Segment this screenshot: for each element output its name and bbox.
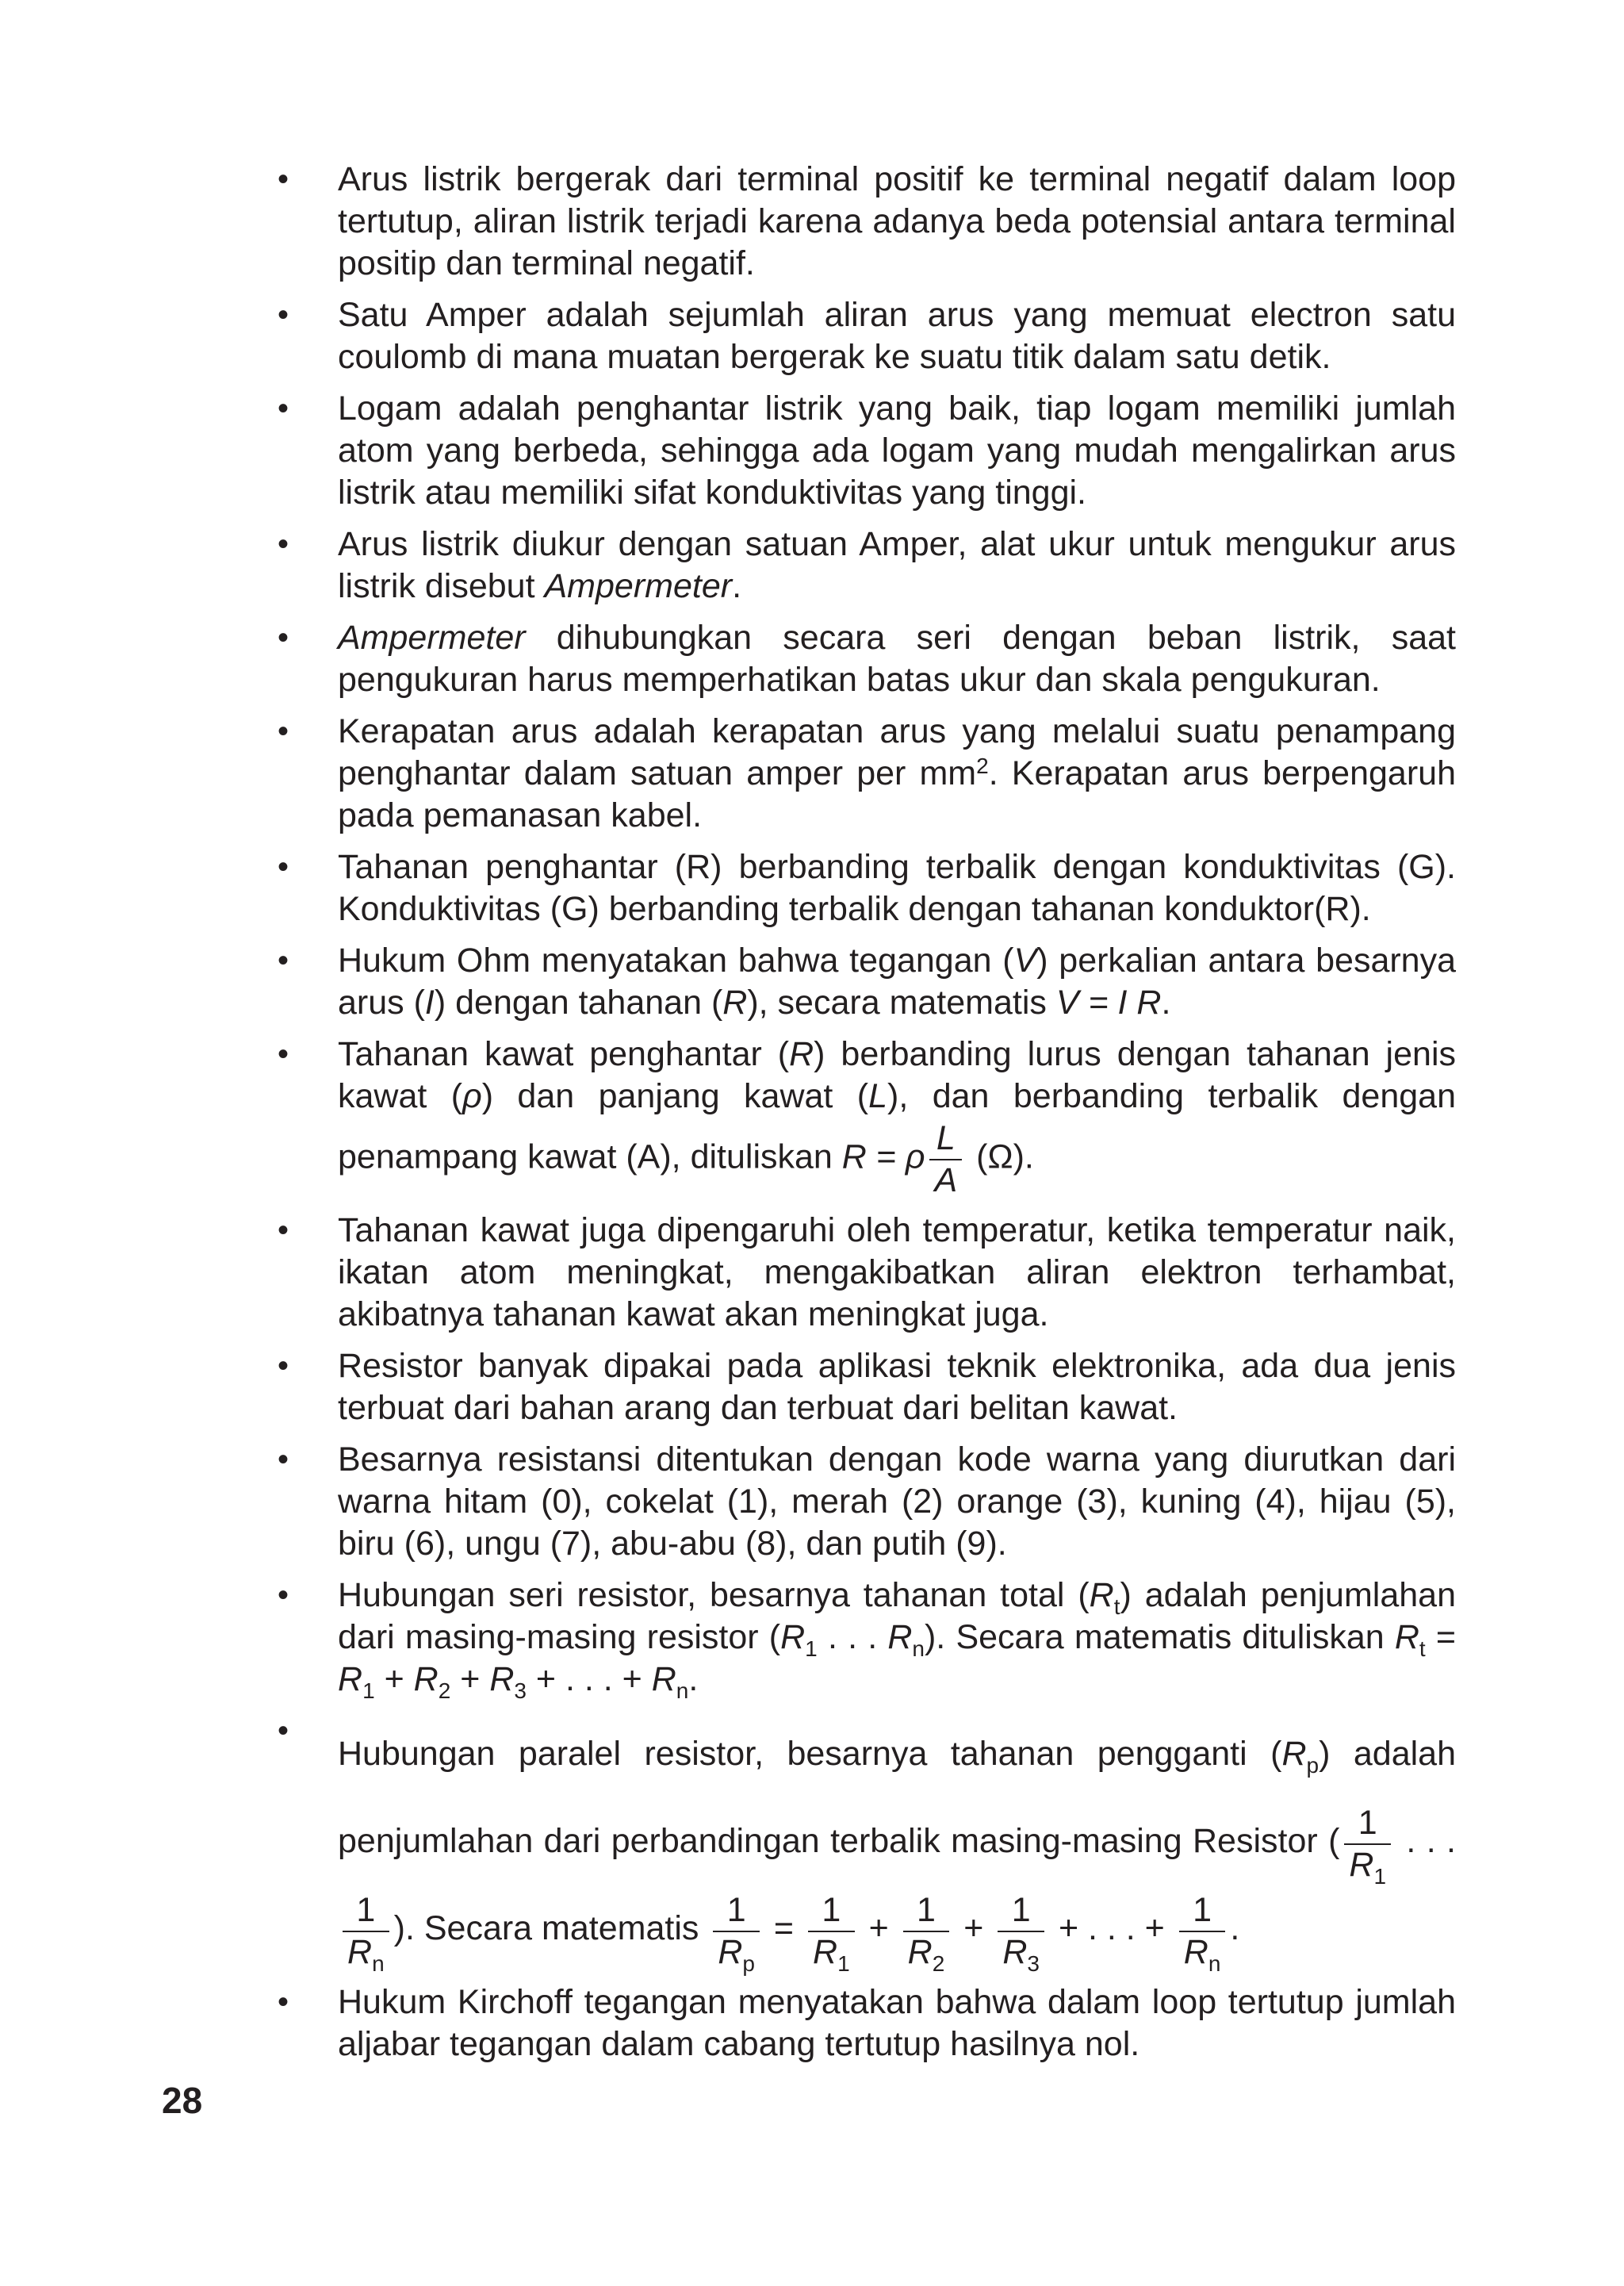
bullet: • — [278, 1348, 289, 1383]
item-text: Tahanan penghantar (R) berbanding terbalik dengan konduktivitas (G). Konduktivitas (G) berbanding terbalik dengan tahanan konduktor(R). — [338, 848, 1456, 928]
item-text: Arus listrik bergerak dari terminal positif ke terminal negatif dalam loop tertutup, aliran listrik terjadi karena adanya beda potensial antara terminal positip dan terminal negatif. — [338, 160, 1456, 282]
subscript: n — [912, 1636, 925, 1661]
fraction-numerator: 1 — [343, 1889, 389, 1932]
bullet: • — [278, 1578, 289, 1613]
list-item — [278, 524, 1456, 608]
bullet: • — [278, 1442, 289, 1477]
list-item — [278, 388, 1456, 514]
item-text: Kerapatan arus adalah kerapatan arus yang melalui suatu penampang penghantar dalam satuan amper per mm — [338, 712, 1456, 792]
subscript: 3 — [1027, 1950, 1040, 1976]
item-text: Hukum Kirchoff tegangan menyatakan bahwa dalam loop tertutup jumlah aljabar tegangan dalam cabang tertutup hasilnya nol. — [338, 1983, 1456, 2063]
subscript: t — [1113, 1594, 1120, 1619]
list-item — [278, 846, 1456, 930]
item-text: ), secara matematis — [747, 984, 1056, 1022]
subscript: 1 — [362, 1678, 375, 1703]
resistance-formula: R = ρ — [841, 1137, 925, 1176]
math-var: R — [347, 1932, 373, 1971]
subscript: 1 — [805, 1636, 818, 1661]
math-op: + — [450, 1660, 490, 1698]
subscript: 1 — [837, 1950, 850, 1976]
list-item — [278, 1710, 1456, 1976]
bullet: • — [278, 1713, 289, 1748]
item-text: (Ω). — [967, 1137, 1034, 1176]
bullet: • — [278, 620, 289, 655]
math-op: = — [1425, 1618, 1456, 1656]
item-text: Besarnya resistansi ditentukan dengan kode warna yang diurutkan dari warna hitam (0), cokelat (1), merah (2) orange (3), kuning (4), hijau (5), biru (6), ungu (7), abu-abu (8), dan putih (9). — [338, 1440, 1456, 1563]
list-item — [278, 1034, 1456, 1200]
math-op: + — [374, 1660, 414, 1698]
item-text: ). Secara matematis dituliskan — [924, 1618, 1395, 1656]
item-text: ) perkalian antara besarnya arus ( — [338, 942, 1457, 1022]
list-item — [278, 1345, 1456, 1429]
fraction-numerator: 1 — [998, 1889, 1044, 1932]
fraction-denominator — [713, 1932, 760, 1976]
bullet: • — [278, 1037, 289, 1072]
fraction-1-over-rn — [1179, 1889, 1226, 1976]
subscript: 2 — [932, 1950, 945, 1976]
math-op: . . . — [1396, 1822, 1456, 1860]
fraction-1-over-r1 — [1344, 1802, 1391, 1889]
page-number: 28 — [162, 2080, 203, 2121]
subscript: n — [372, 1950, 385, 1976]
ohm-formula: V = I R — [1055, 984, 1162, 1022]
bullet: • — [278, 850, 289, 884]
math-var: R — [907, 1932, 933, 1971]
fraction-numerator: L — [929, 1118, 962, 1160]
fraction-denominator — [1179, 1932, 1226, 1976]
math-var: R — [1394, 1618, 1419, 1656]
bullet: • — [278, 391, 289, 426]
bullet: • — [278, 1985, 289, 2019]
subscript: t — [1419, 1636, 1426, 1661]
subscript: 1 — [1373, 1863, 1387, 1889]
bullet: • — [278, 943, 289, 978]
item-text: Hubungan paralel resistor, besarnya tahanan pengganti ( — [338, 1735, 1282, 1773]
math-var: R — [1349, 1845, 1374, 1884]
item-text: ) adalah penjumlahan dari perbandingan terbalik masing-masing Resistor ( — [338, 1735, 1456, 1860]
bullet: • — [278, 714, 289, 749]
math-var: R — [651, 1660, 676, 1698]
item-text: ). Secara matematis — [393, 1909, 709, 1947]
item-text: Arus listrik diukur dengan satuan Amper, alat ukur untuk mengukur arus listrik disebut — [338, 525, 1456, 605]
math-var: ρ — [462, 1077, 482, 1115]
math-op: = — [773, 1909, 795, 1947]
math-var: L — [868, 1077, 888, 1115]
math-op: . . . — [817, 1618, 888, 1656]
fraction-l-over-a — [929, 1118, 962, 1200]
list-item — [278, 1575, 1456, 1703]
item-text: Satu Amper adalah sejumlah aliran arus yang memuat electron satu coulomb di mana muatan bergerak ke suatu titik dalam satu detik. — [338, 296, 1456, 376]
fraction-1-over-r2 — [903, 1889, 950, 1976]
list-item — [278, 294, 1456, 378]
math-op: + — [963, 1909, 984, 1947]
fraction-denominator — [343, 1932, 389, 1976]
subscript: p — [742, 1950, 755, 1976]
list-item — [278, 1981, 1456, 2065]
item-text: . — [688, 1660, 699, 1698]
fraction-denominator — [1344, 1845, 1391, 1889]
bullet: • — [278, 527, 289, 562]
fraction-1-over-r1 — [808, 1889, 855, 1976]
fraction-numerator: 1 — [1179, 1889, 1226, 1932]
fraction-numerator: 1 — [808, 1889, 855, 1932]
math-var: R — [1281, 1735, 1307, 1773]
item-text: Logam adalah penghantar listrik yang baik, tiap logam memiliki jumlah atom yang berbeda, sehingga ada logam yang mudah mengalirkan arus listrik atau memiliki sifat konduktivitas yang tinggi. — [338, 389, 1456, 512]
fraction-denominator — [998, 1932, 1044, 1976]
superscript: 2 — [976, 754, 989, 778]
item-text: Hukum Ohm menyatakan bahwa tegangan ( — [338, 942, 1014, 980]
list-item — [278, 940, 1457, 1024]
item-text: . Kerapatan arus berpengaruh pada pemanasan kabel. — [338, 754, 1456, 834]
item-text: . — [1161, 984, 1171, 1022]
math-op: + . . . + — [526, 1660, 652, 1698]
bullet: • — [278, 297, 289, 332]
item-text: Tahanan kawat penghantar ( — [338, 1035, 790, 1073]
italic-term: Ampermeter — [544, 567, 733, 605]
math-var: R — [887, 1618, 913, 1656]
math-var: R — [780, 1618, 806, 1656]
math-var: R — [1183, 1932, 1208, 1971]
bullet: • — [278, 1213, 289, 1248]
subscript: 2 — [438, 1678, 451, 1703]
bullet: • — [278, 162, 289, 197]
fraction-numerator: 1 — [903, 1889, 950, 1932]
fraction-1-over-rp — [713, 1889, 760, 1976]
math-var: I — [424, 984, 435, 1022]
item-text: Hubungan seri resistor, besarnya tahanan total ( — [338, 1576, 1090, 1614]
fraction-denominator — [903, 1932, 950, 1976]
math-op: + — [868, 1909, 889, 1947]
math-var: R — [489, 1660, 515, 1698]
math-var: V — [1013, 942, 1037, 980]
fraction-numerator: 1 — [713, 1889, 760, 1932]
item-text: ) adalah penjumlahan dari masing-masing resistor ( — [338, 1576, 1456, 1656]
subscript: p — [1306, 1753, 1320, 1778]
math-var: R — [722, 984, 748, 1022]
fraction-denominator — [808, 1932, 855, 1976]
fraction-1-over-rn — [343, 1889, 389, 1976]
list-item — [278, 1439, 1456, 1565]
bullet-list — [0, 159, 1624, 2075]
math-var: R — [1089, 1576, 1114, 1614]
fraction-denominator: A — [934, 1161, 958, 1199]
italic-term: Ampermeter — [338, 619, 526, 657]
item-text: ), dan berbanding terbalik dengan penampang kawat (A), dituliskan — [338, 1077, 1456, 1176]
list-item — [278, 711, 1456, 837]
math-var: R — [338, 1660, 363, 1698]
subscript: 3 — [514, 1678, 527, 1703]
math-var: R — [789, 1035, 814, 1073]
math-var: R — [413, 1660, 439, 1698]
item-text: ) dan panjang kawat ( — [481, 1077, 869, 1115]
math-var: R — [813, 1932, 838, 1971]
list-item — [278, 159, 1456, 285]
item-text: ) dengan tahanan ( — [434, 984, 723, 1022]
list-item — [278, 1210, 1456, 1336]
list-item — [278, 617, 1456, 701]
math-var: R — [1002, 1932, 1028, 1971]
subscript: n — [676, 1678, 689, 1703]
item-text: Resistor banyak dipakai pada aplikasi teknik elektronika, ada dua jenis terbuat dari bahan arang dan terbuat dari belitan kawat. — [338, 1347, 1456, 1427]
item-text: ) berbanding lurus dengan tahanan jenis kawat ( — [338, 1035, 1456, 1115]
item-text: . — [1230, 1909, 1240, 1947]
math-op: + . . . + — [1058, 1909, 1165, 1947]
fraction-1-over-r3 — [998, 1889, 1044, 1976]
fraction-numerator: 1 — [1344, 1802, 1391, 1845]
item-text: . — [732, 567, 742, 605]
math-var: R — [718, 1932, 743, 1971]
subscript: n — [1208, 1950, 1221, 1976]
item-text: dihubungkan secara seri dengan beban listrik, saat pengukuran harus memperhatikan batas ukur dan skala pengukuran. — [338, 619, 1456, 699]
item-text: Tahanan kawat juga dipengaruhi oleh temperatur, ketika temperatur naik, ikatan atom meningkat, mengakibatkan aliran elektron terhambat, akibatnya tahanan kawat akan meningkat juga. — [338, 1211, 1456, 1333]
